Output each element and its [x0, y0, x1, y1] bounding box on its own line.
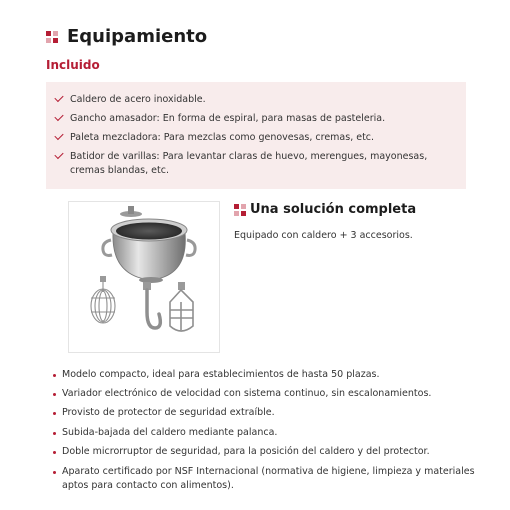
bullet-icon	[53, 374, 56, 377]
included-box: Caldero de acero inoxidable. Gancho amasador: En forma de espiral, para masas de pasteleria. Paleta mezcladora: Para mezclas como genovesas, cremas, etc. Batidor de varillas: Para levantar claras de huevo, merengues, mayonesas, cremas blandas, etc.	[46, 82, 466, 189]
bullet-icon	[53, 451, 56, 454]
dough-hook-picture	[143, 282, 160, 328]
check-icon	[54, 131, 63, 140]
bullet-icon	[53, 393, 56, 396]
red-squares-icon	[46, 31, 58, 43]
included-heading: Incluido	[46, 58, 100, 72]
bowl-picture	[103, 206, 195, 283]
check-icon	[54, 93, 63, 102]
section-description: Equipado con caldero + 3 accesorios.	[234, 230, 413, 241]
red-squares-icon	[234, 204, 246, 216]
page-title: Equipamiento	[67, 26, 208, 47]
bullet-icon	[53, 412, 56, 415]
bullet-icon	[53, 471, 56, 474]
check-icon	[54, 150, 63, 159]
check-icon	[54, 112, 63, 121]
whisk-picture	[91, 276, 115, 323]
flat-beater-picture	[170, 282, 193, 331]
product-image	[68, 201, 220, 353]
bullet-icon	[53, 432, 56, 435]
section-title: Una solución completa	[250, 202, 417, 217]
